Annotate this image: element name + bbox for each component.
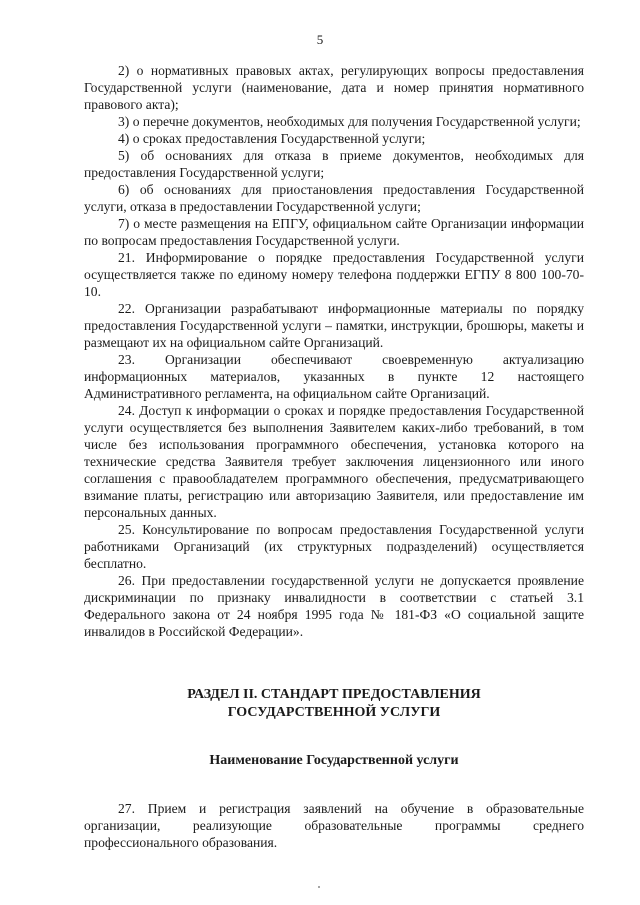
- paragraph-22: 22. Организации разрабатывают информационные материалы по порядку предоставления Государственной услуги – памятки, инструкции, брошюры, макеты и размещают их на официальном сайте Организаций.: [84, 301, 584, 350]
- paragraph-21: 21. Информирование о порядке предоставления Государственной услуги осуществляется также по единому номеру телефона поддержки ЕГПУ 8 800 100-70-10.: [84, 250, 584, 299]
- paragraph-26: 26. При предоставлении государственной услуги не допускается проявление дискриминации по признаку инвалидности в соответствии с статьей 3.1 Федерального закона от 24 ноября 1995 года № 181-ФЗ «О социальной защите инвалидов в Российской Федерации».: [84, 573, 584, 639]
- paragraph-item-2: 2) о нормативных правовых актах, регулирующих вопросы предоставления Государственной услуги (наименование, дата и номер принятия нормативного правового акта);: [84, 63, 584, 112]
- paragraph-item-7: 7) о месте размещения на ЕПГУ, официальном сайте Организации информации по вопросам предоставления Государственной услуги.: [84, 216, 584, 248]
- paragraph-25: 25. Консультирование по вопросам предоставления Государственной услуги работниками Организаций (их структурных подразделений) осуществляется бесплатно.: [84, 522, 584, 571]
- sub-heading: Наименование Государственной услуги: [209, 753, 459, 768]
- paragraph-item-4: 4) о сроках предоставления Государственной услуги;: [118, 131, 426, 146]
- scan-speck: [318, 886, 320, 888]
- section-heading-line-1: РАЗДЕЛ II. СТАНДАРТ ПРЕДОСТАВЛЕНИЯ: [187, 687, 481, 702]
- paragraph-item-5: 5) об основаниях для отказа в приеме документов, необходимых для предоставления Государственной услуги;: [84, 148, 584, 180]
- document-body: [84, 62, 584, 851]
- paragraph-24: 24. Доступ к информации о сроках и порядке предоставления Государственной услуги осуществляется без выполнения Заявителем каких-либо требований, в том числе без использования программного обеспечения, установка которого на технические средства Заявителя требует заключения лицензионного или иного соглашения с правообладателем программного обеспечения, предусматривающего взимание платы, регистрацию или авторизацию Заявителя, или предоставление им персональных данных.: [84, 403, 584, 520]
- paragraph-item-6: 6) об основаниях для приостановления предоставления Государственной услуги, отказа в предоставлении Государственной услуги;: [84, 182, 584, 214]
- paragraph-23: 23. Организации обеспечивают своевременную актуализацию информационных материалов, указанных в пункте 12 настоящего Административного регламента, на официальном сайте Организаций.: [84, 352, 584, 401]
- section-heading-line-2: ГОСУДАРСТВЕННОЙ УСЛУГИ: [227, 705, 441, 720]
- paragraph-item-3: 3) о перечне документов, необходимых для получения Государственной услуги;: [118, 114, 581, 129]
- section-heading: [84, 686, 584, 722]
- page-number: 5: [316, 32, 324, 47]
- paragraph-27: 27. Прием и регистрация заявлений на обучение в образовательные организации, реализующие образовательные программы среднего профессионального образования.: [84, 801, 584, 850]
